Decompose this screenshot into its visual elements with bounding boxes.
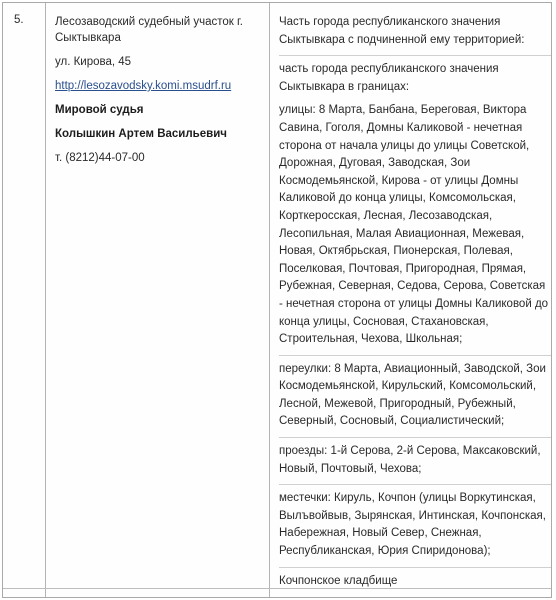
court-name: Лесозаводский судебный участок г. Сыктывкара — [55, 16, 243, 44]
row-number: 5. — [14, 14, 24, 26]
column-divider — [269, 3, 270, 597]
column-divider — [45, 3, 46, 597]
jurisdiction-table — [2, 2, 552, 598]
passages-list: проезды: 1-й Серова, 2-й Серова, Максаковский, Новый, Почтовый, Чехова; — [279, 445, 541, 475]
paragraph-divider — [279, 355, 551, 356]
paragraph-divider — [279, 55, 551, 56]
judge-name: Колышкин Артем Васильевич — [55, 128, 227, 140]
localities-list: местечки: Кируль, Кочпон (улицы Воркутинская, Вылъвойвыв, Зырянская, Интинская, Кочпонская, Набережная, Новый Север, Снежная, Республиканская, Юрия Спиридонова); — [279, 492, 546, 558]
streets-list: улицы: 8 Марта, Банбана, Береговая, Виктора Савина, Гоголя, Домны Каликовой - нечетная сторона от начала улицы до улицы Советской, Дорожная, Дуговая, Заводская, Зои Космодемьянской, Кирова - от улицы Домны Каликовой до конца улицы, Комсомольская, Корткеросская, Лесная, Лесозаводская, Лесопильная, Малая Авиационная, Межевая, Новая, Октябрьская, Пионерская, Полевая, Поселковая, Почтовая, Пригородная, Прямая, Рубежная, Северная, Седова, Серова, Советская - нечетная сторона от улицы Домны Каликовой до конца улицы, Сосновая, Стахановская, Строительная, Чехова, Школьная; — [279, 104, 549, 346]
paragraph-divider — [279, 484, 551, 485]
territory-cell — [279, 14, 551, 596]
court-address: ул. Кирова, 45 — [55, 56, 132, 68]
court-website-link[interactable]: http://lesozavodsky.komi.msudrf.ru — [55, 80, 232, 92]
lanes-list: переулки: 8 Марта, Авиационный, Заводской, Зои Космодемьянской, Кирульский, Комсомольский, Лесной, Межевой, Пригородный, Рубежный, Северный, Сосновый, Социалистический; — [279, 362, 546, 428]
territory-intro: Часть города республиканского значения Сыктывкара с подчиненной ему территорией: — [279, 16, 525, 46]
judge-role: Мировой судья — [55, 104, 144, 116]
territory-part: часть города республиканского значения Сыктывкара в границах: — [279, 63, 499, 93]
court-phone: т. (8212)44-07-00 — [55, 152, 145, 164]
paragraph-divider — [279, 437, 551, 438]
paragraph-divider — [279, 567, 551, 568]
cemetery-item: Кочпонское кладбище — [279, 574, 398, 587]
court-cell — [55, 14, 260, 166]
